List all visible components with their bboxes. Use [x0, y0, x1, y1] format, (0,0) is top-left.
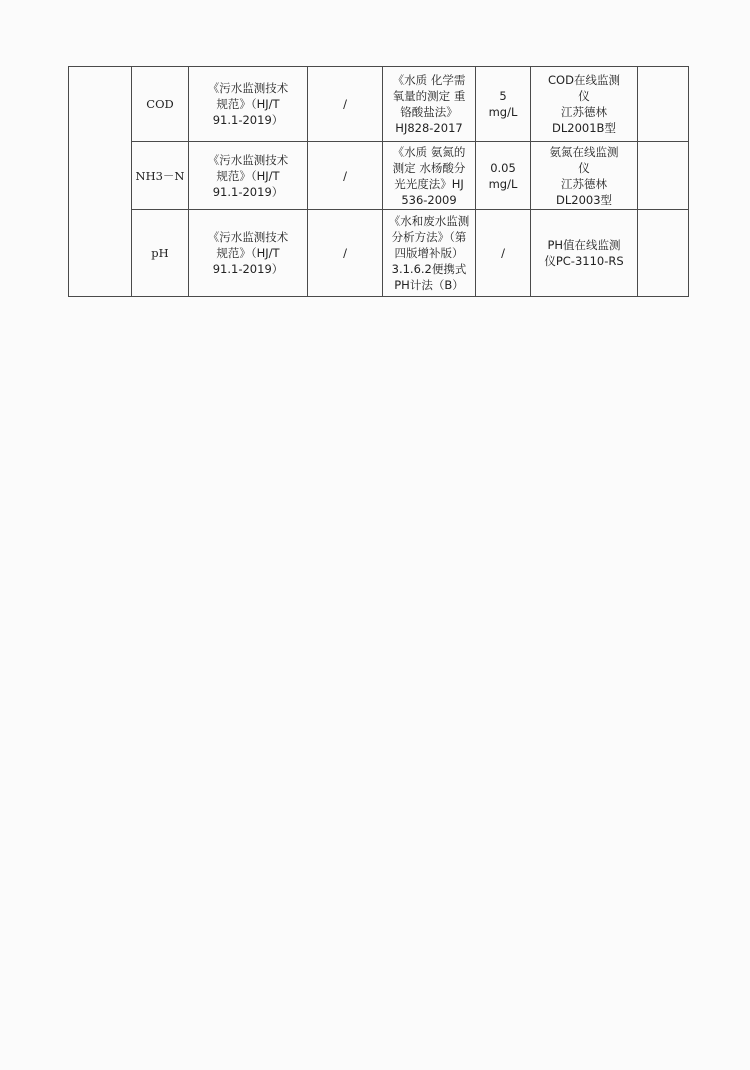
- instrument-cell: COD在线监测 仪 江苏德林 DL2001B型: [531, 67, 638, 142]
- not-applicable-cell: /: [308, 142, 383, 210]
- parameter-cell: pH: [132, 210, 189, 297]
- table-row: [69, 142, 689, 210]
- instrument-cell: 氨氮在线监测 仪 江苏德林 DL2003型: [531, 142, 638, 210]
- method-spec-cell: 《污水监测技术 规范》（HJ/T 91.1-2019）: [189, 67, 308, 142]
- detection-limit-cell: 0.05 mg/L: [476, 142, 531, 210]
- method-spec-cell: 《污水监测技术 规范》（HJ/T 91.1-2019）: [189, 142, 308, 210]
- method-spec-cell: 《污水监测技术 规范》（HJ/T 91.1-2019）: [189, 210, 308, 297]
- remark-cell: [638, 210, 689, 297]
- analysis-method-cell: 《水质 氨氮的 测定 水杨酸分 光光度法》HJ 536-2009: [383, 142, 476, 210]
- analysis-method-cell: 《水质 化学需 氧量的测定 重 铬酸盐法》 HJ828-2017: [383, 67, 476, 142]
- remark-cell: [638, 67, 689, 142]
- parameter-cell: NH3－N: [132, 142, 189, 210]
- table-row: [69, 67, 689, 142]
- table-row: [69, 210, 689, 297]
- instrument-cell: PH值在线监测 仪PC-3110-RS: [531, 210, 638, 297]
- monitoring-methods-table: [68, 66, 689, 297]
- analysis-method-cell: 《水和废水监测 分析方法》（第 四版增补版） 3.1.6.2便携式 PH计法（B）: [383, 210, 476, 297]
- parameter-cell: COD: [132, 67, 189, 142]
- detection-limit-cell: 5 mg/L: [476, 67, 531, 142]
- detection-limit-cell: /: [476, 210, 531, 297]
- not-applicable-cell: /: [308, 210, 383, 297]
- merged-category-cell: [69, 67, 132, 297]
- remark-cell: [638, 142, 689, 210]
- not-applicable-cell: /: [308, 67, 383, 142]
